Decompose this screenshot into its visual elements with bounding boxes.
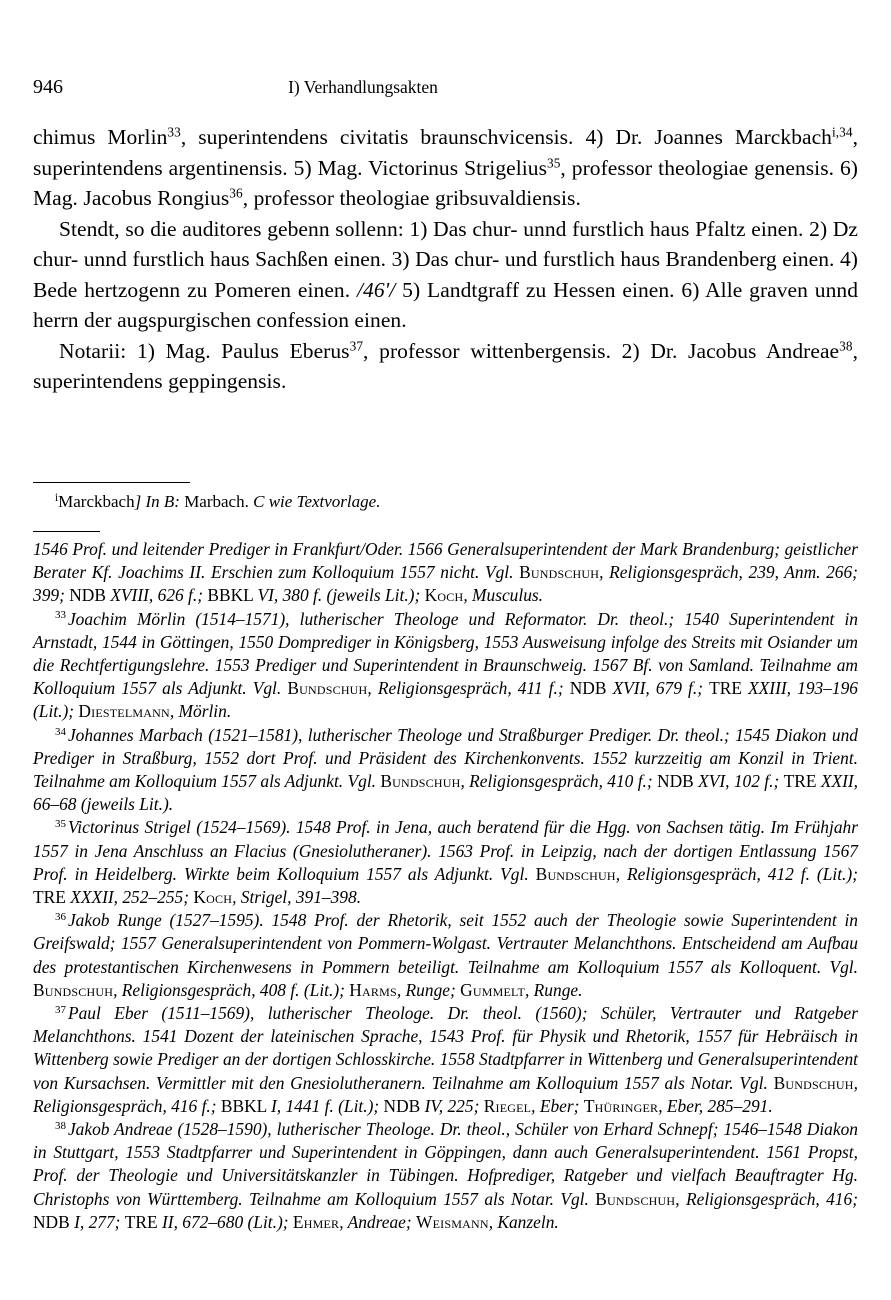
reference-abbrev: NDB bbox=[569, 678, 613, 699]
text-segment: chimus Morlin bbox=[33, 125, 168, 149]
text-segment: , superintendens geppingensis. bbox=[33, 338, 859, 393]
author-name: Diestelmann bbox=[78, 701, 170, 722]
footnote-item bbox=[33, 724, 858, 817]
text-segment: Stendt, so die auditores gebenn sollenn: 1) Das chur- unnd furstlich haus Pfaltz einen. 2) Dz chur- unnd furstlich haus Sachßen einen. 3) Das chur- und furstlich haus Brandenberg einen. 4) Bede hertzogenn zu Pomeren einen. bbox=[33, 216, 858, 302]
running-head bbox=[33, 74, 858, 100]
footnote-text: II, 672–680 (Lit.); bbox=[162, 1211, 293, 1232]
reference-abbrev: TRE bbox=[783, 771, 821, 792]
author-name: Bundschuh bbox=[595, 1188, 676, 1209]
variant-apparatus-rule bbox=[33, 482, 190, 483]
footnote-text: VI, 380 f. (jeweils Lit.); bbox=[257, 585, 425, 606]
variant-note: C wie Textvorlage. bbox=[253, 492, 381, 511]
footnote-text: , Religionsgespräch, 412 f. (Lit.); bbox=[615, 863, 858, 884]
footnote-text: IV, 225; bbox=[424, 1095, 484, 1116]
footnote-number: 38 bbox=[55, 1119, 66, 1132]
footnote-text: , Eber, 285–291. bbox=[658, 1095, 773, 1116]
author-name: Koch bbox=[193, 887, 233, 908]
footnote-text: Joachim Mörlin (1514–1571), lutherischer Theologe und Reformator. Dr. theol.; 1540 Superintendent in Arnstadt, 1544 in Göttingen, 1550 Domprediger in Königsberg, 1553 Ausweisung infolge des Streits mit Osiander um die Rechtfertigungslehre. 1553 Prediger und Superintendent in Braunschweig. 1567 Bf. von Samland. Teilnahme am Kolloquium 1557 als Adjunkt. Vgl. bbox=[33, 608, 858, 699]
text-segment: , professor wittenbergensis. 2) Dr. Jacobus Andreae bbox=[363, 338, 840, 363]
footnote-number: 35 bbox=[55, 818, 66, 831]
footnote-text: I, 277; bbox=[74, 1211, 125, 1232]
footnote-text: , Eber; bbox=[531, 1095, 584, 1116]
footnote-item bbox=[33, 1118, 858, 1234]
author-name: Harms bbox=[349, 979, 397, 1000]
text-segment: , professor theologiae genensis. 6) Mag. Jacobus Rongius bbox=[33, 155, 858, 210]
footnote-text: 1546 Prof. und leitender Prediger in Frankfurt/Oder. 1566 Generalsuperintendent der Mark Brandenburg; geistlicher Berater Kf. Joachims II. Erschien zum Kolloquium 1557 nicht. Vgl. bbox=[33, 539, 858, 583]
footnote-text: , Musculus. bbox=[463, 585, 544, 606]
footnote-text: XXXII, 252–255; bbox=[70, 887, 194, 908]
footnote-rule bbox=[33, 531, 100, 532]
author-name: Gummelt bbox=[460, 979, 525, 1000]
reference-abbrev: TRE bbox=[124, 1211, 162, 1232]
page-number: 946 bbox=[33, 76, 63, 98]
footnote-item bbox=[33, 909, 858, 1002]
author-name: Ehmer bbox=[292, 1211, 340, 1232]
paragraph-auditores bbox=[33, 214, 858, 336]
footnote-text: XXIII, 193–196 (Lit.); bbox=[33, 678, 858, 722]
reference-abbrev: TRE bbox=[33, 887, 71, 908]
text-segment: 5) Landtgraff zu Hessen einen. 6) Alle graven unnd herrn der augspurgischen confession einen. bbox=[33, 277, 858, 332]
footnote-text: , Runge; bbox=[396, 979, 461, 1000]
footnote-marker: 35 bbox=[546, 154, 561, 170]
footnote-text: , Runge. bbox=[524, 979, 583, 1000]
variant-apparatus bbox=[33, 490, 858, 514]
reference-abbrev: BBKL bbox=[207, 585, 258, 606]
reference-abbrev: NDB bbox=[657, 771, 699, 792]
footnote-text: , Mörlin. bbox=[169, 701, 232, 722]
footnote-marker: 38 bbox=[839, 337, 853, 353]
footnote-item bbox=[33, 538, 858, 608]
footnote-text: , Religionsgespräch, 410 f.; bbox=[460, 771, 658, 792]
variant-sigil: In B: bbox=[145, 492, 180, 511]
footnote-marker: 36 bbox=[229, 185, 243, 201]
footnote-text: , Religionsgespräch, 239, Anm. 266; 399; bbox=[33, 562, 858, 606]
author-name: Bundschuh bbox=[287, 678, 368, 699]
body-text bbox=[33, 122, 858, 397]
footnote-text: Victorinus Strigel (1524–1569). 1548 Prof. in Jena, auch beratend für die Hgg. von Sachsen tätig. Im Frühjahr 1557 in Jena Anschluss an Flacius (Gnesiolutheraner). 1563 Prof. in Leipzig, nach der dortigen Entlassung 1567 Prof. in Heidelberg. Wirkte beim Kolloquium 1557 als Adjunkt. Vgl. bbox=[33, 817, 858, 884]
running-title: I) Verhandlungsakten bbox=[288, 77, 438, 97]
reference-abbrev: NDB bbox=[33, 1211, 75, 1232]
text-segment: , professor theologiae gribsuvaldiensis. bbox=[242, 186, 581, 210]
footnote-text: I, 1441 f. (Lit.); bbox=[271, 1095, 384, 1116]
text-segment: Notarii: 1) Mag. Paulus Eberus bbox=[59, 338, 350, 363]
author-name: Bundschuh bbox=[33, 979, 114, 1000]
footnote-text: Johannes Marbach (1521–1581), lutherischer Theologe und Straßburger Prediger. Dr. theol.; 1545 Diakon und Prediger in Straßburg, 1552 dort Prof. und Präsident des Kirchenkonvents. 1552 kurzzeitig am Konzil in Trient. Teilnahme am Kolloquium 1557 als Adjunkt. Vgl. bbox=[33, 724, 858, 792]
footnote-text: , Religionsgespräch, 408 f. (Lit.); bbox=[113, 979, 350, 1000]
footnote-text: als Notar. Vgl. bbox=[484, 1188, 596, 1209]
footnote-number: 36 bbox=[55, 911, 66, 924]
footnote-marker: 37 bbox=[349, 337, 364, 353]
text-segment: , superintendens civitatis braunschvicensis. 4) Dr. Joannes Marckbach bbox=[180, 125, 832, 149]
variant-bracket: ] bbox=[134, 492, 142, 511]
text-segment: , superintendens argentinensis. 5) Mag. Victorinus Strigelius bbox=[33, 125, 858, 180]
footnote-text: , Andreae; bbox=[339, 1211, 416, 1232]
footnote-text: , Strigel, 391–398. bbox=[232, 887, 362, 908]
footnote-text: XXII, 66–68 (jeweils Lit.). bbox=[33, 771, 859, 815]
footnote-text: XVII, 679 f.; bbox=[612, 678, 710, 699]
footnote-number: 37 bbox=[55, 1003, 66, 1016]
footnote-text: , Religionsgespräch, 416; bbox=[675, 1188, 858, 1209]
reference-abbrev: NDB bbox=[383, 1095, 425, 1116]
paragraph-participants bbox=[33, 122, 858, 214]
reference-abbrev: TRE bbox=[709, 678, 749, 699]
author-name: Bundschuh bbox=[380, 771, 461, 792]
footnote-text: Jakob Runge (1527–1595). 1548 Prof. der Rhetorik, seit 1552 auch der Theologie sowie Superintendent in Greifswald; 1557 Generalsuperintendent von Pommern-Wolgast. Vertrauter Melanchthons. Entscheidend am Aufbau des protestantischen Kirchenwesens in Pommern beteiligt. Teilnahme am Kolloquium 1557 als Kolloquent. Vgl. bbox=[33, 910, 858, 977]
footnote-text: , Kanzeln. bbox=[488, 1211, 559, 1232]
footnote-marker: 33 bbox=[167, 124, 181, 140]
footnote-list bbox=[33, 538, 858, 1234]
footnote-text: , Religionsgespräch, 416 f.; bbox=[33, 1072, 858, 1116]
footnote-item bbox=[33, 816, 858, 909]
footnote-number: 33 bbox=[55, 609, 66, 622]
footnote-text: Jakob Andreae (1528–1590), lutherischer Theologe. Dr. theol., Schüler von Erhard Schnepf; 1546–1548 Diakon in Stuttgart, 1553 Stadtpfarrer und Superintendent in Göppingen, dann auch Generalsuperintendent. 1561 Propst, Prof. der Theologie und Universitätskanzler in Tübingen. Hofprediger, Ratgeber und vielfach Beauftragter Hg. Christophs von Württemberg. Teilnahme am Kolloquium 1557 bbox=[33, 1119, 858, 1209]
footnote-text: , Religionsgespräch, 411 f.; bbox=[367, 678, 570, 699]
footnote-number: 34 bbox=[55, 725, 66, 738]
author-name: Thüringer bbox=[583, 1095, 659, 1116]
variant-marker: i bbox=[55, 492, 59, 505]
variant-lemma: Marckbach bbox=[58, 492, 135, 511]
reference-abbrev: BBKL bbox=[220, 1095, 271, 1116]
author-name: Weismann bbox=[416, 1211, 489, 1232]
variant-reading: Marbach. bbox=[179, 492, 254, 511]
footnote-item bbox=[33, 1002, 858, 1118]
folio-marker: /46'/ bbox=[357, 277, 396, 302]
paragraph-notarii bbox=[33, 336, 858, 397]
footnote-marker: i,34 bbox=[831, 124, 853, 140]
footnote-text: Paul Eber (1511–1569), lutherischer Theologe. Dr. theol. (1560); Schüler, Vertrauter und Ratgeber Melanchthons. 1541 Dozent der lateinischen Sprache, 1543 Prof. für Physik und Rhetorik, 1557 für Hebräisch in Wittenberg sowie Prediger an der dortigen Schlosskirche. 1558 Stadtpfarrer in Wittenberg und Generalsuperintendent von Kursachsen. Vermittler mit den Gnesiolutheranern. Teilnahme am Kolloquium 1557 als Notar. Vgl. bbox=[33, 1003, 858, 1093]
footnote-item bbox=[33, 608, 858, 724]
author-name: Koch bbox=[424, 585, 464, 606]
author-name: Riegel bbox=[483, 1095, 532, 1116]
reference-abbrev: NDB bbox=[69, 585, 111, 606]
footnote-text: XVIII, 626 f.; bbox=[110, 585, 208, 606]
author-name: Bundschuh bbox=[773, 1072, 854, 1093]
footnote-text: XVI, 102 f.; bbox=[698, 771, 784, 792]
author-name: Bundschuh bbox=[519, 562, 600, 583]
author-name: Bundschuh bbox=[535, 863, 616, 884]
